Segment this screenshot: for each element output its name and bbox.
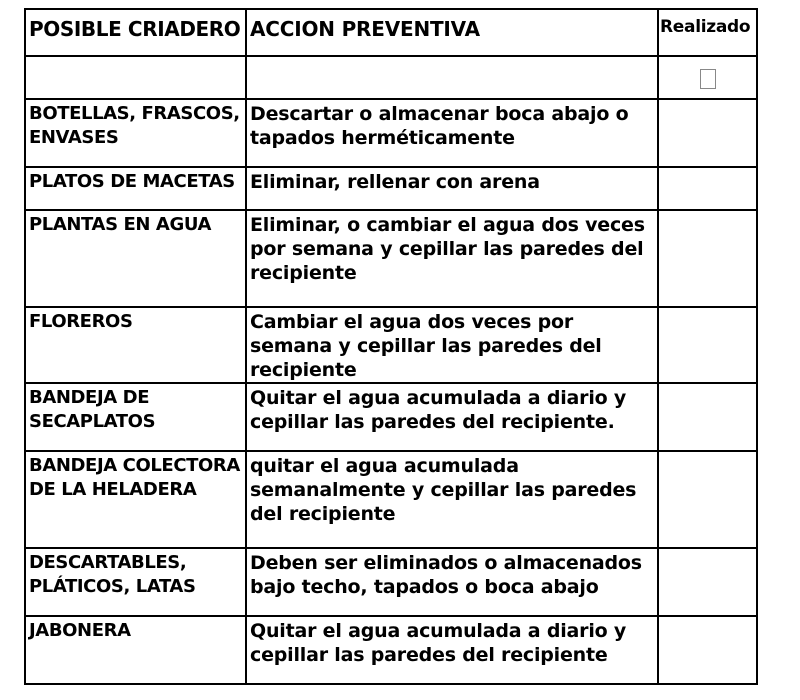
realizado-cell[interactable] <box>658 99 757 167</box>
criadero-cell: FLOREROS <box>25 307 246 383</box>
table-row <box>25 99 757 167</box>
accion-cell: Quitar el agua acumulada a diario y cepillar las paredes del recipiente <box>246 616 658 684</box>
realizado-cell[interactable] <box>658 167 757 210</box>
realizado-cell[interactable] <box>658 451 757 548</box>
table-row <box>25 167 757 210</box>
blank-criadero-cell[interactable] <box>25 56 246 99</box>
blank-accion-cell[interactable] <box>246 56 658 99</box>
realizado-cell[interactable] <box>658 548 757 616</box>
header-accion-preventiva: ACCION PREVENTIVA <box>246 9 658 56</box>
table-row <box>25 383 757 451</box>
table-row <box>25 616 757 684</box>
blank-realizado-cell <box>658 56 757 99</box>
table-row <box>25 548 757 616</box>
criadero-cell: PLATOS DE MACETAS <box>25 167 246 210</box>
table-row <box>25 307 757 383</box>
prevention-table <box>24 8 758 685</box>
accion-cell: quitar el agua acumulada semanalmente y cepillar las paredes del recipiente <box>246 451 658 548</box>
accion-cell: Eliminar, rellenar con arena <box>246 167 658 210</box>
realizado-cell[interactable] <box>658 307 757 383</box>
criadero-cell: BOTELLAS, FRASCOS, ENVASES <box>25 99 246 167</box>
accion-cell: Deben ser eliminados o almacenados bajo techo, tapados o boca abajo <box>246 548 658 616</box>
accion-cell: Eliminar, o cambiar el agua dos veces por semana y cepillar las paredes del recipiente <box>246 210 658 307</box>
blank-row <box>25 56 757 99</box>
table-row <box>25 451 757 548</box>
criadero-cell: JABONERA <box>25 616 246 684</box>
criadero-cell: BANDEJA COLECTORA DE LA HELADERA <box>25 451 246 548</box>
table-row <box>25 210 757 307</box>
realizado-cell[interactable] <box>658 210 757 307</box>
header-posible-criadero: POSIBLE CRIADERO <box>25 9 246 56</box>
criadero-cell: BANDEJA DE SECAPLATOS <box>25 383 246 451</box>
header-realizado: Realizado <box>658 9 757 56</box>
criadero-cell: DESCARTABLES, PLÁTICOS, LATAS <box>25 548 246 616</box>
accion-cell: Cambiar el agua dos veces por semana y cepillar las paredes del recipiente <box>246 307 658 383</box>
accion-cell: Descartar o almacenar boca abajo o tapados herméticamente <box>246 99 658 167</box>
realizado-cell[interactable] <box>658 383 757 451</box>
realizado-cell[interactable] <box>658 616 757 684</box>
accion-cell: Quitar el agua acumulada a diario y cepillar las paredes del recipiente. <box>246 383 658 451</box>
realizado-checkbox[interactable] <box>700 69 716 89</box>
criadero-cell: PLANTAS EN AGUA <box>25 210 246 307</box>
table-header-row <box>25 9 757 56</box>
